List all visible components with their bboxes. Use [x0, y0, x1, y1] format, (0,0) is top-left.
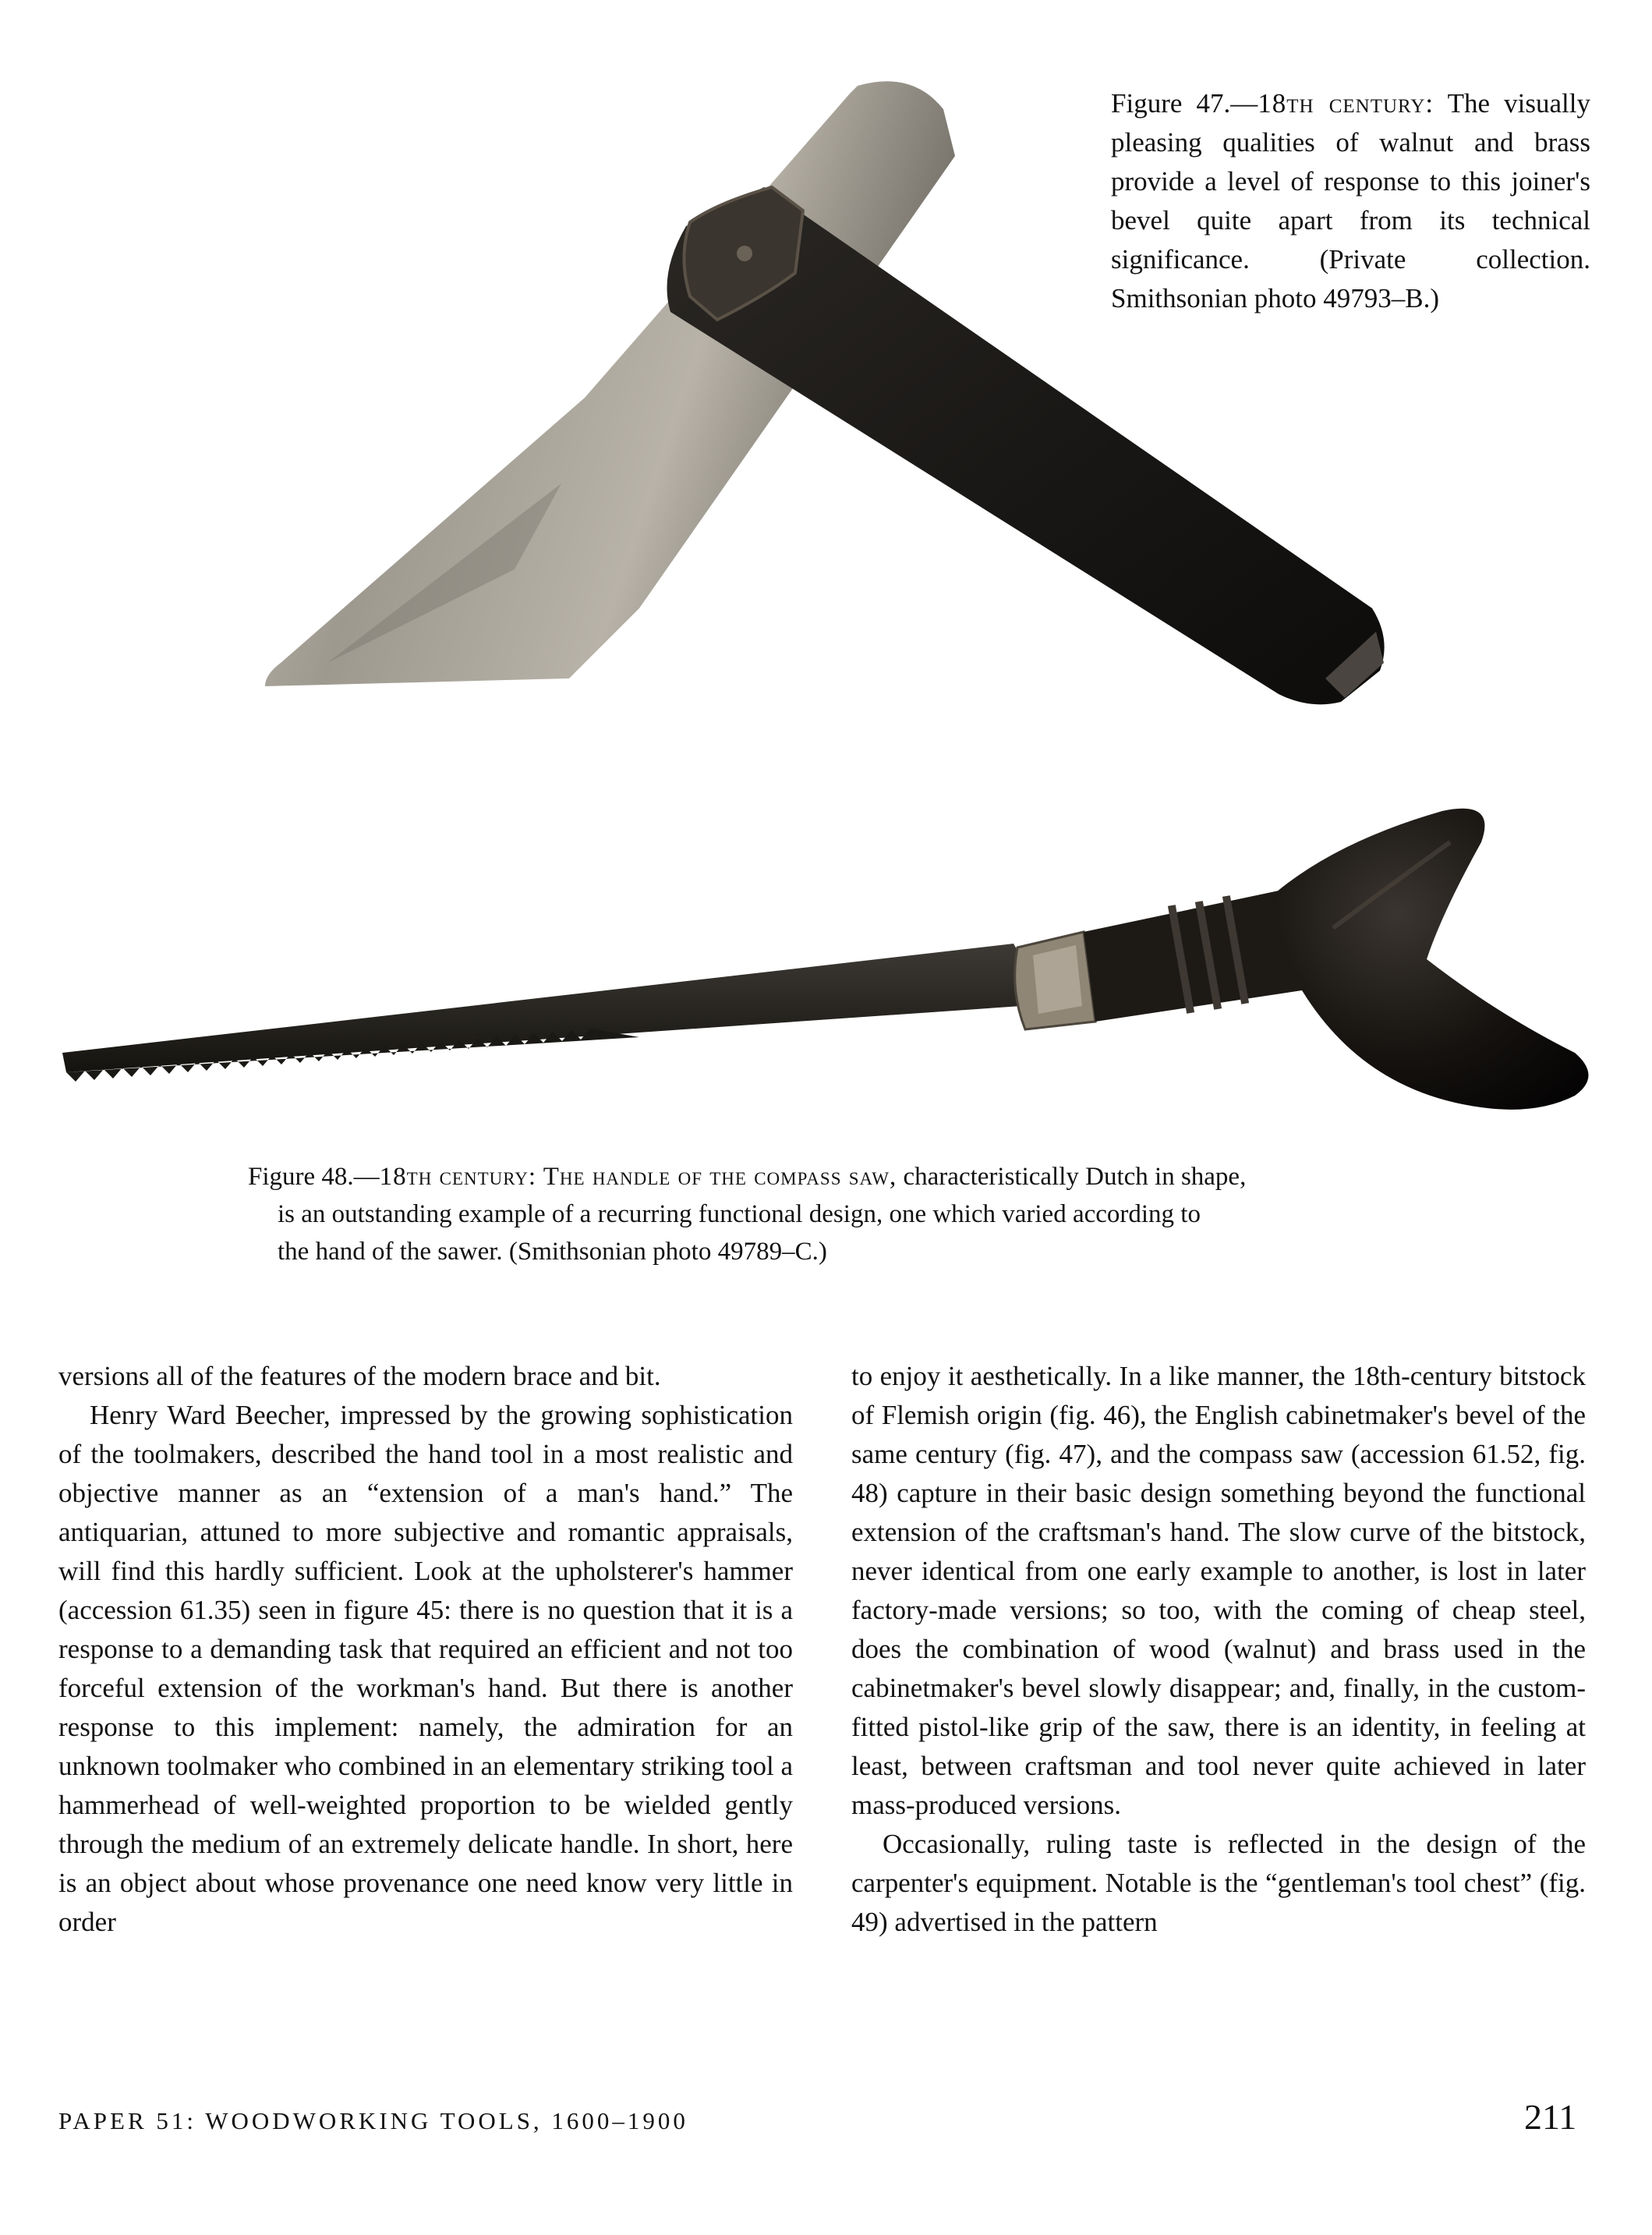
figure-48-caption-line-1: Figure 48.—18th century: The handle of the compass saw, characteristically Dutch in shape,	[248, 1163, 1247, 1191]
page-number: 211	[1524, 2097, 1577, 2137]
figure-48-caption	[248, 1158, 1433, 1270]
figure-47-caption: Figure 47.—18th century: The visually pleasing qualities of walnut and brass provide a level of response to this joiner's bevel quite apart from its technical significance. (Private collection. Smithsonian photo 49793–B.)	[1111, 88, 1590, 313]
running-footer: PAPER 51: WOODWORKING TOOLS, 1600–1900	[58, 2107, 688, 2134]
figure-48-caption-line-3: the hand of the sawer. (Smithsonian photo 49789–C.)	[278, 1238, 827, 1266]
figure-48-caption-line-2: is an outstanding example of a recurring functional design, one which varied according to	[278, 1200, 1201, 1228]
saw-handle-neck	[1084, 889, 1302, 1022]
body-left-column	[58, 1357, 793, 1942]
paragraph: Occasionally, ruling taste is reflected in the design of the carpenter's equipment. Notable is the “gentleman's tool chest” (fig. 49) advertised in the pattern	[851, 1829, 1586, 1937]
saw-blade	[62, 944, 1029, 1072]
body-right-column	[851, 1357, 1586, 1942]
paragraph: to enjoy it aesthetically. In a like manner, the 18th-century bitstock of Flemish origin (fig. 46), the English cabinetmaker's bevel of the same century (fig. 47), and the compass saw (accession 61.52, fig. 48) capture in their basic design something beyond the functional extension of the craftsman's hand. The slow curve of the bitstock, never identical from one early example to another, is lost in later factory-made versions; so too, with the coming of cheap steel, does the combination of wood (walnut) and brass used in the cabinetmaker's bevel slowly disappear; and, finally, in the custom-fitted pistol-like grip of the saw, there is an identity, in feeling at least, between craftsman and tool never quite achieved in later mass-produced versions.	[851, 1361, 1586, 1820]
figure-48-compass-saw-photo	[55, 795, 1598, 1139]
paragraph: versions all of the features of the modern brace and bit.	[58, 1361, 661, 1391]
saw-pistol-grip	[1271, 809, 1589, 1110]
paragraph: Henry Ward Beecher, impressed by the growing sophistication of the toolmakers, described the hand tool in a most realistic and objective manner as an “extension of a man's hand.” The antiquarian, attuned to more subjective and romantic appraisals, will find this hardly sufficient. Look at the upholsterer's hammer (accession 61.35) seen in figure 45: there is no question that it is a response to a demanding task that required an efficient and not too forceful extension of the workman's hand. But there is another response to this implement: namely, the admiration for an unknown toolmaker who combined in an elementary striking tool a hammerhead of well-weighted proportion to be wielded gently through the medium of an extremely delicate handle. In short, here is an object about whose provenance one need know very little in order	[58, 1400, 793, 1937]
